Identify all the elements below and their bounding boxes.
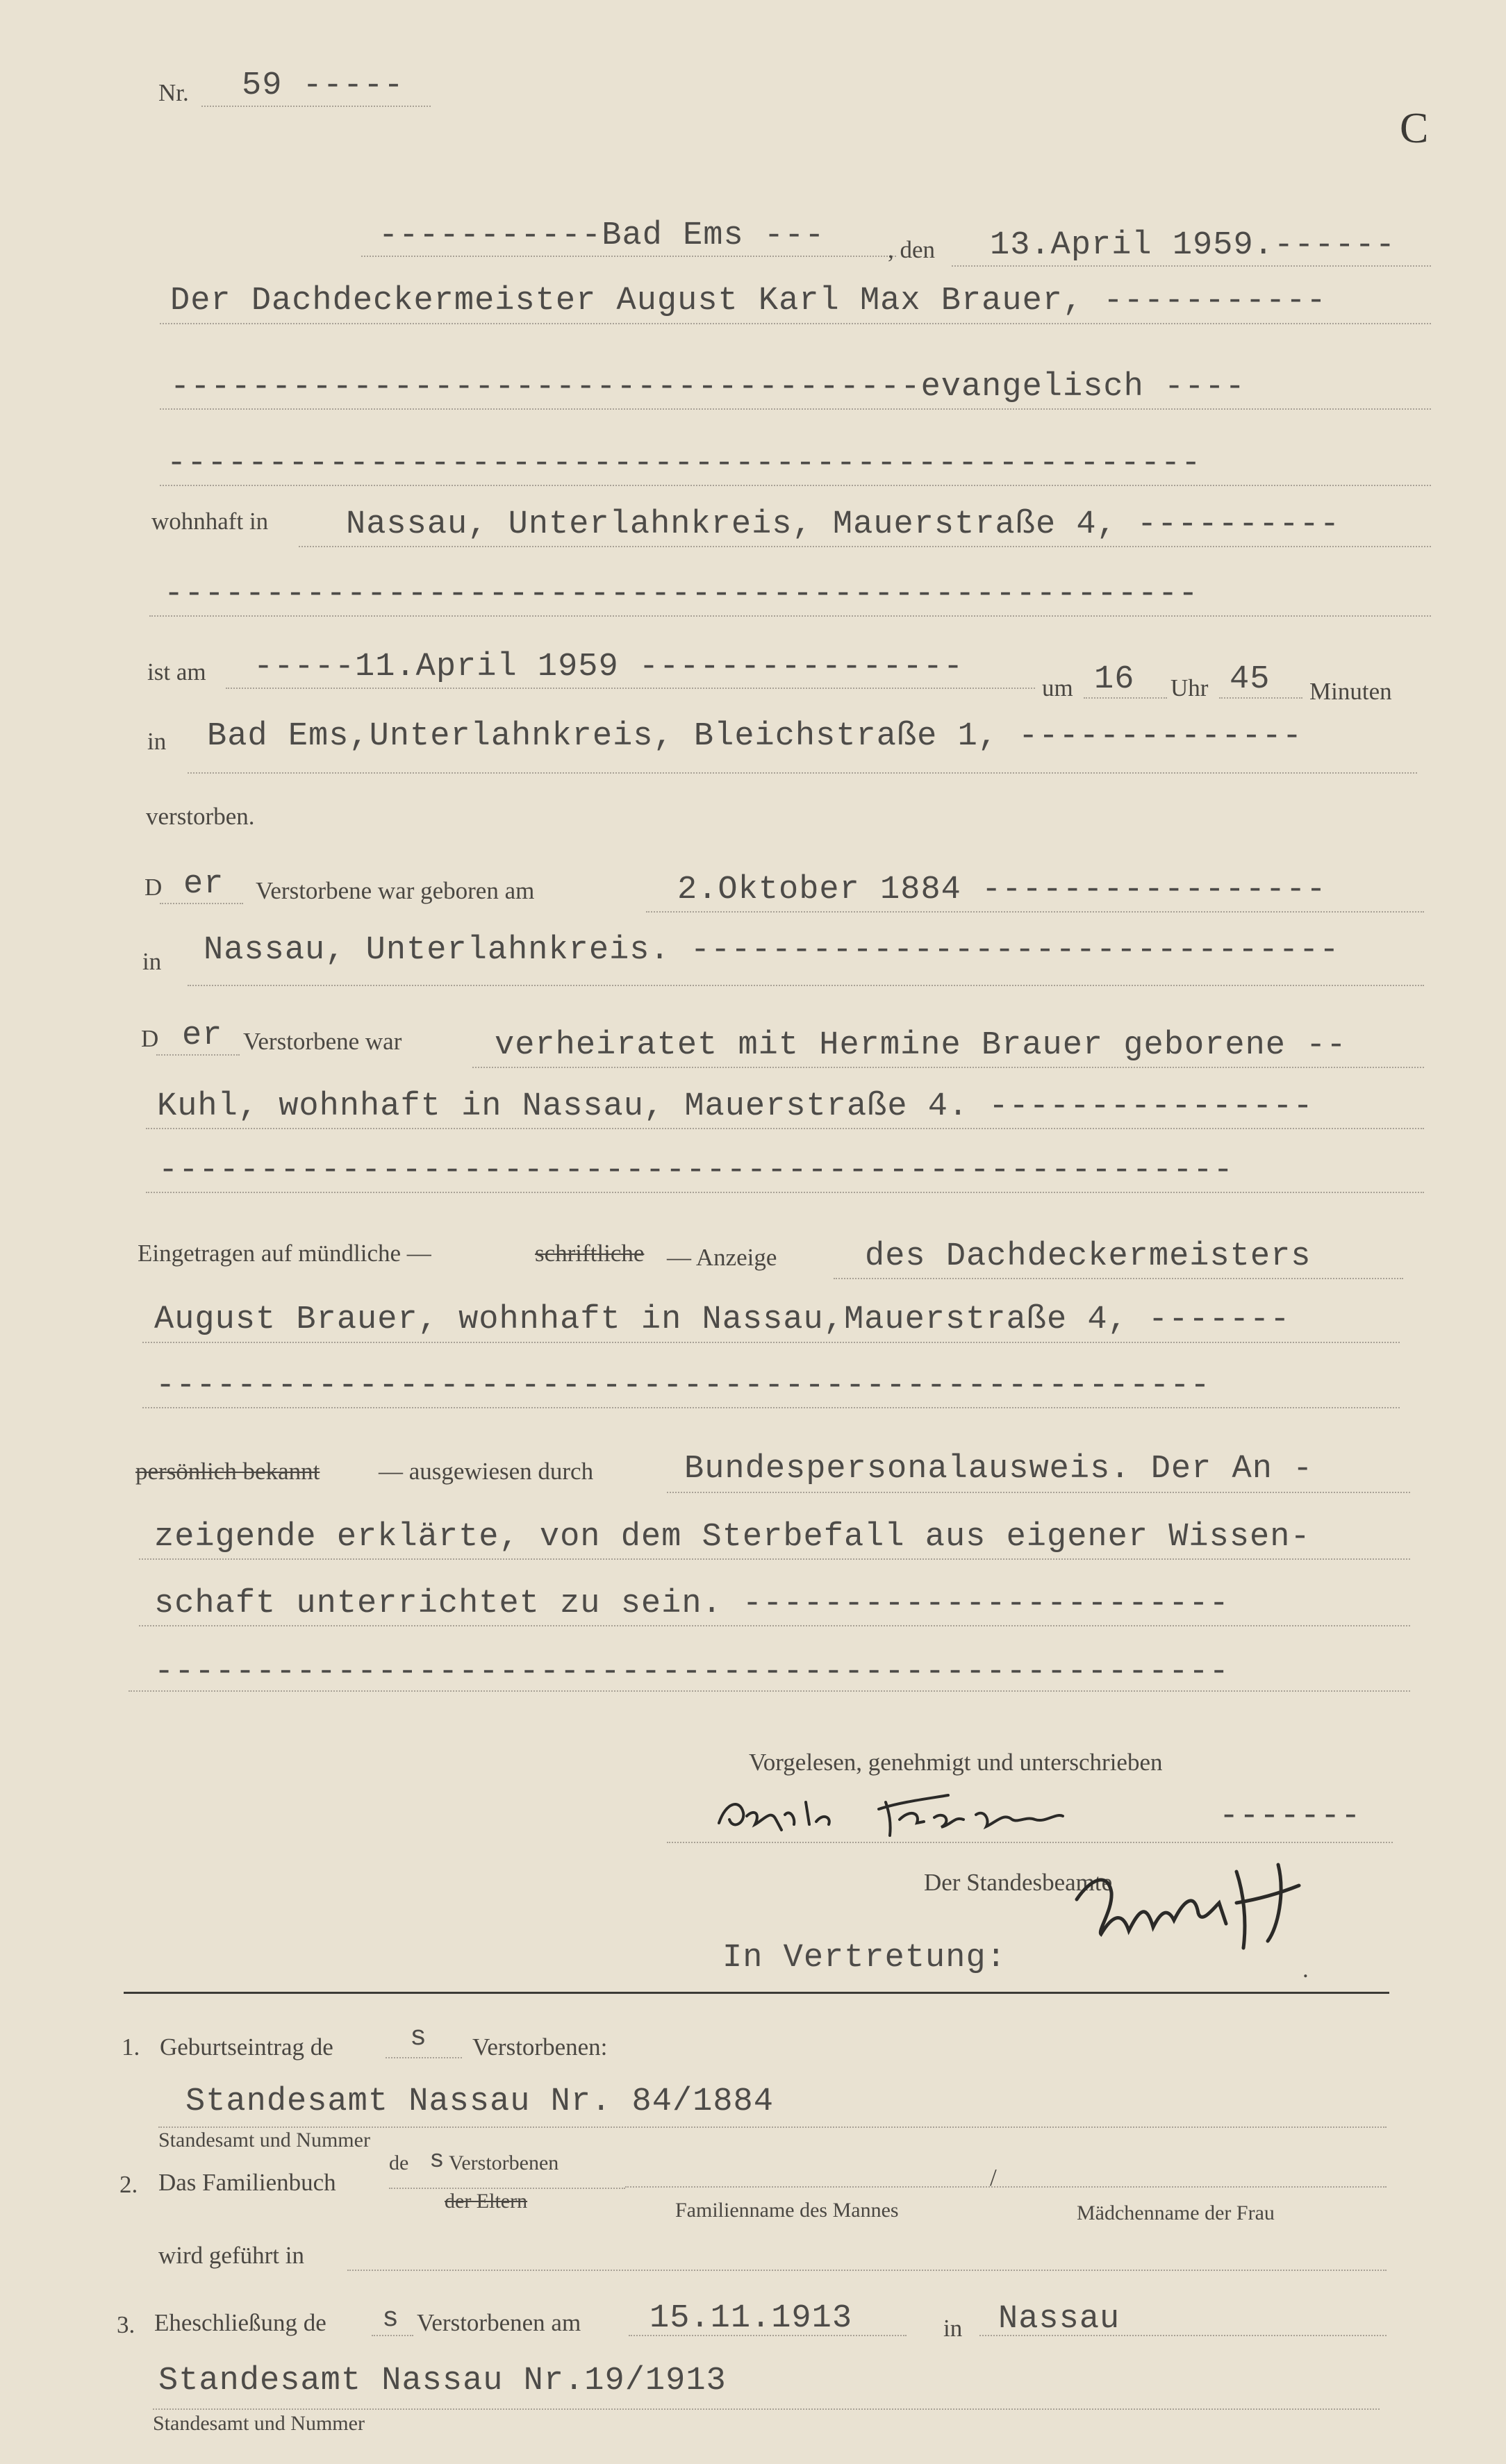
item3-date: 15.11.1913	[649, 2300, 853, 2337]
birth-d-prefix: D	[144, 874, 163, 901]
item1-fill-rule	[386, 2057, 462, 2058]
birth-text-label: Verstorbene war geboren am	[256, 877, 535, 904]
death-minutes: 45	[1230, 661, 1271, 698]
place-value: -----------Bad Ems ---	[379, 217, 825, 254]
report-line-3-rule	[142, 1407, 1400, 1408]
deceased-line-3-rule	[160, 485, 1431, 486]
item1-num: 1.	[122, 2033, 140, 2061]
identification-line-2-rule	[139, 1558, 1410, 1560]
item3-label: Eheschließung de	[154, 2309, 326, 2336]
report-line-1: des Dachdeckermeisters	[865, 1238, 1311, 1275]
deceased-line-1: Der Dachdeckermeister August Karl Max Brauer, -----------	[170, 283, 1327, 319]
birth-date-rule	[646, 911, 1424, 913]
verstorben-label: verstorben.	[146, 803, 255, 830]
minuten-label: Minuten	[1309, 678, 1392, 705]
item2-label: Das Familienbuch	[158, 2169, 336, 2196]
item2-caption-a: Familienname des Mannes	[675, 2199, 899, 2222]
marital-line-1: verheiratet mit Hermine Brauer geborene --	[495, 1027, 1347, 1064]
birth-d-suffix: er	[183, 866, 224, 903]
marital-d-rule	[156, 1054, 240, 1056]
deceased-line-3: ---------------------------------------------------	[167, 445, 1202, 482]
marital-line-3-rule	[146, 1192, 1424, 1193]
item1-value: Standesamt Nassau Nr. 84/1884	[185, 2083, 774, 2120]
read-label: Vorgelesen, genehmigt und unterschrieben	[749, 1749, 1163, 1776]
item3-value-rule	[153, 2408, 1380, 2410]
deceased-line-2: -------------------------------------evangelisch ----	[170, 369, 1246, 406]
report-line-1-rule	[834, 1278, 1403, 1279]
birth-place-value: Nassau, Unterlahnkreis. --------------------------------	[204, 932, 1340, 969]
uhr-label: Uhr	[1170, 674, 1209, 701]
identification-label: — ausgewiesen durch	[379, 1458, 594, 1485]
report-line-2: August Brauer, wohnhaft in Nassau,Mauerstraße 4, -------	[154, 1301, 1291, 1338]
item2-led-label: wird geführt in	[158, 2242, 304, 2269]
item3-value: Standesamt Nassau Nr.19/1913	[158, 2363, 727, 2399]
item2-num: 2.	[119, 2171, 138, 2198]
report-line-2-rule	[142, 1342, 1400, 1343]
form-letter: C	[1400, 105, 1429, 152]
report-label-a: Eingetragen auf mündliche —	[138, 1240, 431, 1267]
marital-d-suffix: er	[182, 1017, 223, 1054]
deceased-line-2-rule	[160, 408, 1431, 410]
identification-line-2: zeigende erklärte, von dem Sterbefall aus eigener Wissen-	[154, 1519, 1311, 1556]
marital-d-prefix: D	[141, 1025, 159, 1052]
item2-name-rule	[625, 2186, 1387, 2188]
birth-date-value: 2.Oktober 1884 -----------------	[677, 872, 1327, 908]
deputy-dot: .	[1302, 1956, 1309, 1983]
residence-line-1-rule	[299, 546, 1431, 547]
identification-line-1-rule	[667, 1492, 1410, 1493]
minutes-rule	[1219, 697, 1302, 699]
deputy-text: In Vertretung:	[722, 1940, 1007, 1976]
identification-line-4-rule	[129, 1690, 1410, 1692]
marital-line-3: -----------------------------------------------------	[158, 1152, 1234, 1189]
item2-opt-b: der Eltern	[445, 2190, 528, 2213]
identification-line-3-rule	[139, 1625, 1410, 1626]
death-place-value: Bad Ems,Unterlahnkreis, Bleichstraße 1, --------------	[207, 718, 1303, 755]
item1-label: Geburtseintrag de	[160, 2033, 333, 2061]
birth-d-rule	[160, 903, 243, 904]
item3-date-rule	[629, 2335, 907, 2336]
date-line	[952, 265, 1431, 267]
report-line-3: ----------------------------------------------------	[156, 1367, 1211, 1404]
report-label-struck: schriftliche	[535, 1240, 645, 1267]
item1-value-rule	[158, 2126, 1387, 2128]
residence-line-1: Nassau, Unterlahnkreis, Mauerstraße 4, ----------	[346, 506, 1341, 543]
place-line	[361, 256, 896, 257]
death-place-rule	[188, 772, 1417, 774]
death-place-label: in	[147, 728, 167, 755]
item3-num: 3.	[117, 2311, 135, 2338]
um-label: um	[1042, 674, 1073, 701]
death-date-label: ist am	[147, 658, 206, 685]
birth-in-label: in	[142, 948, 162, 975]
marital-line-2: Kuhl, wohnhaft in Nassau, Mauerstraße 4. ----------------	[157, 1088, 1314, 1125]
after-signature-dashes: -------	[1219, 1798, 1362, 1835]
marital-line-2-rule	[146, 1128, 1424, 1129]
marital-text-label: Verstorbene war	[243, 1028, 402, 1055]
item2-opt-a-fill: s	[429, 2146, 445, 2174]
death-hour: 16	[1094, 661, 1135, 698]
nr-line	[201, 106, 431, 107]
nr-value: 59 -----	[242, 67, 404, 104]
identification-struck-label: persönlich bekannt	[135, 1458, 320, 1485]
item3-place-rule	[979, 2335, 1387, 2336]
item3-fill-rule	[372, 2335, 413, 2336]
death-date-value: -----11.April 1959 ----------------	[254, 649, 964, 685]
marital-line-1-rule	[472, 1067, 1424, 1068]
nr-label: Nr.	[158, 79, 189, 106]
identification-line-1: Bundespersonalausweis. Der An -	[684, 1451, 1314, 1488]
deceased-line-1-rule	[160, 323, 1431, 324]
item3-fill: s	[382, 2304, 400, 2335]
registrar-signature	[1070, 1851, 1334, 1962]
item1-label-b: Verstorbenen:	[472, 2033, 608, 2061]
residence-label: wohnhaft in	[151, 508, 269, 535]
item2-opt-a-suffix: Verstorbenen	[449, 2151, 559, 2174]
item3-in-label: in	[943, 2315, 963, 2342]
identification-line-4: -----------------------------------------------------	[154, 1654, 1230, 1690]
item2-caption-b: Mädchenname der Frau	[1077, 2201, 1275, 2224]
item3-place: Nassau	[998, 2301, 1120, 2338]
report-label-b: — Anzeige	[667, 1244, 777, 1271]
item1-caption: Standesamt und Nummer	[158, 2129, 370, 2151]
item2-option-divider	[389, 2188, 625, 2189]
identification-line-3: schaft unterrichtet zu sein. ------------------------	[154, 1585, 1230, 1622]
date-label: , den	[888, 236, 936, 263]
item2-led-rule	[347, 2270, 1387, 2271]
hour-rule	[1084, 697, 1167, 699]
residence-line-2-rule	[149, 615, 1431, 617]
section-divider	[124, 1992, 1389, 1994]
item2-slash: /	[990, 2164, 997, 2191]
registrar-label: Der Standesbeamte	[924, 1869, 1113, 1896]
declarant-signature	[712, 1781, 1115, 1844]
item2-opt-a-prefix: de	[389, 2151, 409, 2174]
signature-rule	[667, 1842, 1393, 1843]
death-date-rule	[226, 688, 1035, 689]
residence-line-2: ---------------------------------------------------	[164, 576, 1199, 613]
item1-fill: s	[410, 2022, 428, 2054]
date-value: 13.April 1959.------	[990, 227, 1396, 264]
item3-label-b: Verstorbenen am	[417, 2309, 581, 2336]
birth-place-rule	[188, 985, 1424, 986]
item3-caption: Standesamt und Nummer	[153, 2412, 365, 2435]
